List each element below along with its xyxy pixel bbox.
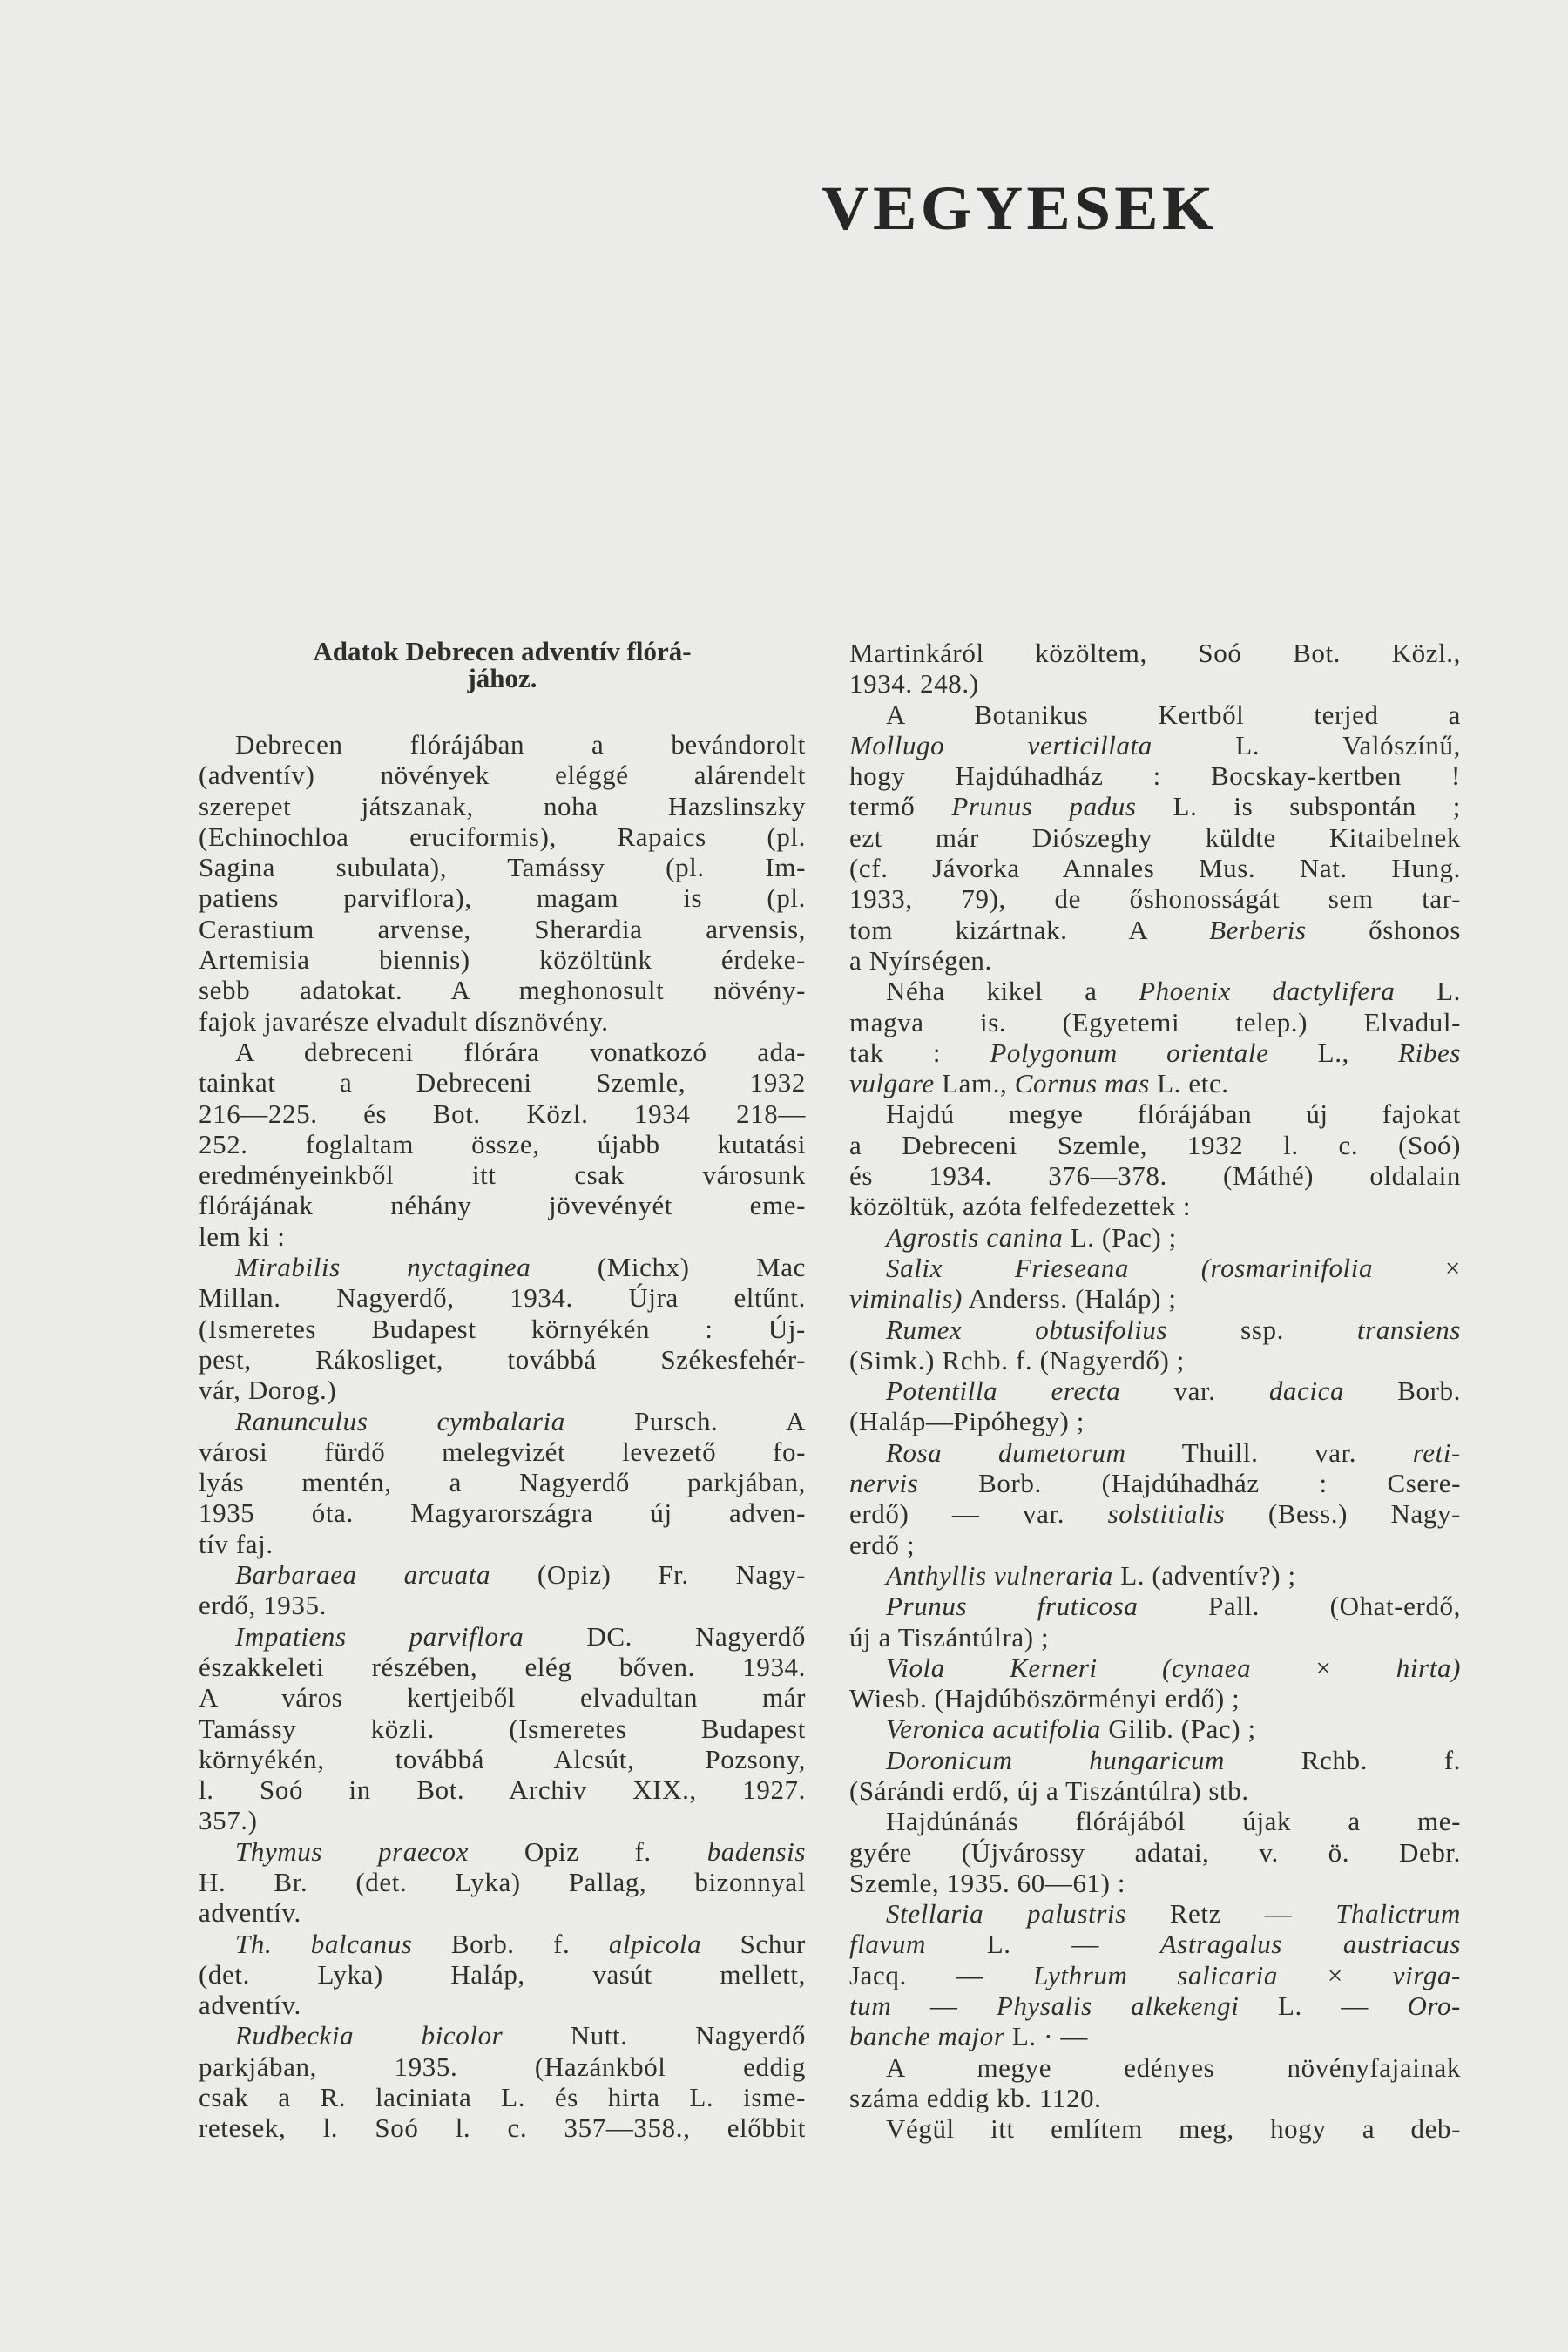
paragraph	[199, 1252, 806, 1405]
text-run: Millan. Nagyerdő, 1934. Újra eltűnt.	[199, 1282, 806, 1314]
text-line	[199, 1559, 806, 1590]
text-run: őshonos	[1306, 914, 1461, 945]
text-run: (Haláp—Pipóhegy) ;	[849, 1406, 1085, 1437]
text-run: Opiz f.	[469, 1835, 707, 1867]
text-line	[199, 1744, 806, 1774]
text-run: tak :	[849, 1037, 990, 1068]
taxon-name: Physalis alkekengi	[996, 1990, 1240, 2022]
text-line	[849, 2113, 1461, 2144]
text-run: L. (adventív?) ;	[1112, 1559, 1296, 1591]
text-line	[849, 1713, 1461, 1744]
paragraph	[199, 2020, 806, 2143]
paragraph	[849, 2113, 1461, 2144]
text-run: retesek, l. Soó l. c. 357—358., előbbit	[199, 2112, 806, 2144]
paragraph	[199, 1929, 806, 2021]
text-run: (cf. Jávorka Annales Mus. Nat. Hung.	[849, 853, 1461, 884]
section-title-text: VEGYESEK	[821, 173, 1217, 243]
text-run: L.	[1395, 976, 1461, 1007]
text-line	[199, 1282, 806, 1313]
text-line	[849, 883, 1461, 914]
text-run: Szemle, 1935. 60—61) :	[849, 1867, 1126, 1898]
text-run: (Echinochloa eruciformis), Rapaics (pl.	[199, 821, 806, 852]
text-line	[849, 1837, 1461, 1868]
text-run: Tamássy közli. (Ismeretes Budapest	[199, 1713, 806, 1744]
text-run: L. —	[1239, 1990, 1408, 2022]
paragraph	[199, 1406, 806, 1559]
paragraph	[849, 1098, 1461, 1221]
text-run: magva is. (Egyetemi telep.) Elvadul-	[849, 1006, 1461, 1037]
text-line	[849, 1929, 1461, 1959]
text-run: 216—225. és Bot. Közl. 1934 218—	[199, 1098, 806, 1129]
taxon-name: Anthyllis vulneraria	[886, 1559, 1113, 1591]
text-run: környékén, továbbá Alcsút, Pozsony,	[199, 1743, 806, 1774]
text-run: L. Valószínű,	[1152, 729, 1461, 760]
text-line	[199, 791, 806, 821]
text-run: L. (Pac) ;	[1063, 1221, 1177, 1253]
text-line	[849, 1253, 1461, 1283]
text-line	[849, 2052, 1461, 2083]
text-run: Pursch. A	[564, 1405, 806, 1436]
text-line	[199, 1529, 806, 1559]
text-run: Rchb. f.	[1225, 1744, 1461, 1775]
taxon-name: Potentilla erecta	[886, 1375, 1121, 1407]
text-run: Pall. (Ohat-erdő,	[1138, 1591, 1461, 1622]
left-column-body	[199, 729, 806, 2144]
paragraph	[849, 1222, 1461, 1253]
taxon-name: badensis	[706, 1835, 806, 1867]
paragraph	[199, 729, 806, 1037]
text-run: ×	[1251, 1652, 1396, 1683]
taxon-name: Barbaraea arcuata	[235, 1559, 491, 1591]
text-run: fajok javarésze elvadult dísznövény.	[199, 1005, 609, 1037]
text-line	[849, 638, 1461, 668]
text-run: a Nyírségen.	[849, 944, 992, 976]
text-line	[199, 1959, 806, 1990]
text-line	[849, 1960, 1461, 1990]
text-line	[849, 1683, 1461, 1713]
text-run: var.	[1120, 1375, 1269, 1407]
taxon-name: vulgare	[849, 1068, 935, 1099]
text-line	[849, 1191, 1461, 1221]
text-run: erdő) — var.	[849, 1498, 1108, 1530]
text-line	[199, 760, 806, 790]
text-line	[199, 1436, 806, 1467]
text-line	[849, 730, 1461, 760]
text-line	[199, 1190, 806, 1220]
text-run: szerepet játszanak, noha Hazslinszky	[199, 790, 806, 821]
text-run: adventív.	[199, 1897, 301, 1929]
paragraph	[199, 1621, 806, 1836]
text-run: ×	[1277, 1959, 1393, 1990]
text-run: vár, Dorog.)	[199, 1375, 337, 1406]
text-run: (adventív) növények eléggé alárendelt	[199, 760, 806, 791]
text-line	[849, 1806, 1461, 1836]
taxon-name: Ranunculus cymbalaria	[235, 1405, 565, 1436]
text-line	[199, 1682, 806, 1713]
text-run: száma eddig kb. 1120.	[849, 2082, 1102, 2113]
text-line	[849, 1437, 1461, 1468]
taxon-name: Astragalus austriacus	[1159, 1929, 1461, 1960]
text-line	[849, 1591, 1461, 1621]
text-run: termő	[849, 791, 952, 822]
text-line	[199, 2051, 806, 2082]
text-line	[849, 1622, 1461, 1652]
text-run: A város kertjeiből elvadultan már	[199, 1682, 806, 1713]
text-line	[199, 1098, 806, 1129]
text-run: 357.)	[199, 1805, 258, 1836]
text-line	[849, 2021, 1461, 2051]
text-run: (Michx) Mac	[531, 1252, 806, 1283]
text-line	[849, 1068, 1461, 1098]
taxon-name: Doronicum hungaricum	[886, 1744, 1226, 1775]
text-line	[199, 1129, 806, 1159]
text-line	[849, 1375, 1461, 1406]
taxon-name: Agrostis canina	[886, 1221, 1064, 1253]
text-run: Borb. f.	[412, 1928, 609, 1959]
text-run: tív faj.	[199, 1528, 274, 1559]
taxon-name: Lythrum salicaria	[1033, 1959, 1278, 1990]
text-run: ezt már Diószeghy küldte Kitaibelnek	[849, 821, 1461, 853]
text-run: Hajdúnánás flórájából újak a me-	[886, 1806, 1461, 1837]
taxon-name: flavum	[849, 1929, 926, 1960]
article-heading-line: jához.	[467, 663, 537, 693]
text-line	[199, 1929, 806, 1959]
text-line	[199, 1652, 806, 1682]
right-column-body	[849, 638, 1461, 2145]
text-run: erdő ;	[849, 1529, 916, 1560]
paragraph	[849, 700, 1461, 977]
paragraph	[849, 1315, 1461, 1376]
text-run: városi fürdő melegvizét levezető fo-	[199, 1436, 806, 1467]
text-run: Néha kikel a	[886, 976, 1139, 1007]
text-run: tainkat a Debreceni Szemle, 1932	[199, 1067, 806, 1098]
text-line	[199, 2112, 806, 2143]
taxon-name: transiens	[1356, 1314, 1461, 1345]
text-line	[849, 1345, 1461, 1375]
text-run: L. —	[925, 1929, 1160, 1960]
text-run: (Simk.) Rchb. f. (Nagyerdő) ;	[849, 1344, 1186, 1375]
text-run: (Ismeretes Budapest környékén : Új-	[199, 1313, 806, 1344]
text-line	[199, 1497, 806, 1528]
text-line	[199, 1344, 806, 1375]
text-run: csak a R. laciniata L. és hirta L. isme-	[199, 2082, 806, 2113]
text-run: Retz —	[1125, 1898, 1336, 1930]
taxon-name: viminalis)	[849, 1283, 963, 1315]
taxon-name: solstitialis	[1107, 1498, 1226, 1530]
text-run: (Sárándi erdő, új a Tiszántúlra) stb.	[849, 1774, 1249, 1806]
text-run: Anderss. (Haláp) ;	[963, 1283, 1177, 1315]
text-line	[849, 1745, 1461, 1775]
text-line	[199, 1621, 806, 1652]
text-line	[199, 1990, 806, 2020]
article-heading-line: Adatok Debrecen adventív flórá-	[313, 636, 692, 666]
text-line	[199, 1590, 806, 1620]
text-line	[849, 1283, 1461, 1314]
text-line	[199, 1067, 806, 1098]
text-line	[199, 1406, 806, 1436]
paragraph	[849, 1560, 1461, 1591]
paragraph	[849, 1713, 1461, 1744]
taxon-name: tum	[849, 1990, 892, 2022]
text-line	[849, 1130, 1461, 1160]
text-line	[199, 729, 806, 760]
article-heading	[199, 638, 806, 692]
paragraph	[849, 1591, 1461, 1652]
text-run: új a Tiszántúlra) ;	[849, 1621, 1050, 1652]
taxon-name: Polygonum orientale	[990, 1037, 1269, 1068]
text-line	[199, 2082, 806, 2112]
text-run: tom kizártnak. A	[849, 914, 1210, 945]
text-run: Borb.	[1344, 1375, 1461, 1407]
text-line	[849, 915, 1461, 945]
paragraph	[199, 1037, 806, 1252]
left-column	[199, 638, 806, 2144]
text-run: gyére (Újvárossy adatai, v. ö. Debr.	[849, 1836, 1461, 1868]
text-run: Debrecen flórájában a bevándorolt	[235, 729, 806, 760]
text-run: 1935 óta. Magyarországra új adven-	[199, 1497, 806, 1529]
text-line	[199, 1805, 806, 1835]
text-line	[849, 791, 1461, 821]
text-line	[199, 1252, 806, 1282]
text-line	[849, 2083, 1461, 2113]
text-run: ×	[1373, 1252, 1461, 1283]
text-line	[849, 945, 1461, 976]
text-run: (Opiz) Fr. Nagy-	[490, 1559, 806, 1591]
text-run: pest, Rákosliget, továbbá Székesfehér-	[199, 1343, 806, 1375]
taxon-name: nervis	[849, 1468, 919, 1499]
text-run: hogy Hajdúhadház : Bocskay-kertben !	[849, 760, 1461, 792]
text-run: (Bess.) Nagy-	[1225, 1498, 1461, 1530]
text-line	[849, 1652, 1461, 1683]
right-column	[849, 638, 1461, 2145]
text-line	[199, 852, 806, 882]
text-run: ssp.	[1167, 1314, 1357, 1345]
taxon-name: Prunus fruticosa	[886, 1591, 1139, 1622]
text-run: Borb. (Hajdúhadház : Csere-	[918, 1468, 1461, 1499]
text-line	[849, 1560, 1461, 1591]
text-run: patiens parviflora), magam is (pl.	[199, 882, 806, 914]
text-run: Martinkáról közöltem, Soó Bot. Közl.,	[849, 638, 1461, 668]
text-line	[199, 821, 806, 852]
paragraph	[849, 638, 1461, 700]
text-run: közöltük, azóta felfedezettek :	[849, 1191, 1192, 1222]
taxon-name: Viola Kerneri (cynaea	[886, 1652, 1252, 1683]
text-run: Lam.,	[934, 1068, 1015, 1099]
text-line	[849, 976, 1461, 1006]
text-line	[199, 1774, 806, 1805]
taxon-name: Th. balcanus	[235, 1928, 413, 1959]
text-run: L.,	[1268, 1037, 1399, 1068]
text-run: lyás mentén, a Nagyerdő parkjában,	[199, 1467, 806, 1498]
text-line	[199, 2020, 806, 2051]
text-run: A Botanikus Kertből terjed a	[886, 699, 1461, 730]
text-run: —	[891, 1990, 997, 2022]
paragraph	[199, 1559, 806, 1621]
text-run: l. Soó in Bot. Archiv XIX., 1927.	[199, 1774, 806, 1806]
text-line	[849, 668, 1461, 699]
taxon-name: Prunus padus	[951, 791, 1137, 822]
paragraph	[849, 1375, 1461, 1437]
text-line	[849, 1222, 1461, 1253]
taxon-name: Mirabilis nyctaginea	[235, 1252, 531, 1283]
taxon-name: virga-	[1392, 1959, 1461, 1990]
text-run: L. is subspontán ;	[1136, 791, 1461, 822]
text-run: Nutt. Nagyerdő	[503, 2020, 807, 2051]
taxon-name: Cornus mas	[1014, 1068, 1150, 1099]
text-line	[199, 1867, 806, 1897]
taxon-name: banche major	[849, 2021, 1005, 2052]
text-line	[199, 975, 806, 1005]
paragraph	[849, 2052, 1461, 2114]
text-line	[199, 1006, 806, 1037]
taxon-name: Mollugo verticillata	[849, 729, 1152, 760]
text-line	[849, 1498, 1461, 1529]
text-run: Gilib. (Pac) ;	[1101, 1713, 1256, 1745]
text-run: 1934. 248.)	[849, 668, 979, 700]
text-run: északkeleti részében, elég bőven. 1934.	[199, 1651, 806, 1682]
paragraph	[849, 1806, 1461, 1898]
taxon-name: Phoenix dactylifera	[1139, 976, 1396, 1007]
text-run: és 1934. 376—378. (Máthé) oldalain	[849, 1160, 1461, 1192]
text-run: Jacq. —	[849, 1959, 1034, 1990]
text-line	[199, 1713, 806, 1744]
text-run: eredményeinkből itt csak városunk	[199, 1159, 806, 1191]
paragraph	[199, 1836, 806, 1929]
text-run: erdő, 1935.	[199, 1590, 327, 1621]
taxon-name: Rumex obtusifolius	[886, 1314, 1168, 1345]
text-run: L. etc.	[1149, 1068, 1229, 1099]
text-run: Sagina subulata), Tamássy (pl. Im-	[199, 852, 806, 883]
taxon-name: Veronica acutifolia	[886, 1713, 1102, 1745]
text-run: a Debreceni Szemle, 1932 l. c. (Soó)	[849, 1129, 1461, 1160]
text-line	[199, 1221, 806, 1252]
taxon-name: hirta)	[1396, 1652, 1461, 1683]
taxon-name: Impatiens parviflora	[235, 1620, 524, 1652]
text-run: Artemisia biennis) közöltünk érdeke-	[199, 944, 806, 976]
taxon-name: Rosa dumetorum	[886, 1436, 1126, 1468]
text-line	[849, 1160, 1461, 1191]
taxon-name: dacica	[1268, 1375, 1345, 1407]
text-line	[199, 944, 806, 975]
text-run: A debreceni flórára vonatkozó ada-	[235, 1036, 806, 1067]
text-run: Hajdú megye flórájában új fajokat	[886, 1098, 1461, 1130]
text-line	[849, 1098, 1461, 1129]
text-run: 1933, 79), de őshonosságát sem tar-	[849, 883, 1461, 915]
section-title	[0, 172, 1568, 245]
text-run: Végül itt említem meg, hogy a deb-	[886, 2113, 1461, 2145]
paragraph	[849, 1898, 1461, 2051]
text-line	[199, 882, 806, 913]
paragraph	[849, 1437, 1461, 1560]
text-line	[849, 700, 1461, 730]
text-line	[849, 1868, 1461, 1898]
text-line	[849, 1990, 1461, 2021]
text-run: parkjában, 1935. (Hazánkból eddig	[199, 2051, 806, 2082]
text-line	[849, 822, 1461, 853]
text-line	[199, 1159, 806, 1190]
text-run: lem ki :	[199, 1220, 286, 1252]
text-line	[849, 1007, 1461, 1037]
text-run: adventív.	[199, 1990, 301, 2021]
text-run: (det. Lyka) Haláp, vasút mellett,	[199, 1958, 806, 1990]
taxon-name: Rudbeckia bicolor	[235, 2020, 504, 2051]
text-run: flórájának néhány jövevényét eme-	[199, 1190, 806, 1221]
text-line	[849, 853, 1461, 883]
taxon-name: Thalictrum	[1335, 1898, 1461, 1930]
taxon-name: Thymus praecox	[235, 1835, 470, 1867]
text-line	[849, 1037, 1461, 1068]
text-line	[199, 1897, 806, 1928]
text-line	[849, 1898, 1461, 1929]
taxon-name: Stellaria palustris	[886, 1898, 1126, 1930]
text-line	[849, 1775, 1461, 1806]
text-line	[849, 1468, 1461, 1498]
taxon-name: Berberis	[1209, 914, 1307, 945]
paragraph	[849, 1652, 1461, 1714]
text-line	[199, 914, 806, 944]
text-line	[199, 1314, 806, 1344]
text-run: DC. Nagyerdő	[524, 1620, 806, 1652]
text-line	[199, 1375, 806, 1405]
text-run: L. · —	[1004, 2021, 1089, 2052]
taxon-name: Ribes	[1398, 1037, 1461, 1068]
taxon-name: alpicola	[608, 1928, 702, 1959]
text-run: Schur	[701, 1928, 806, 1959]
text-run: A megye edényes növényfajainak	[886, 2051, 1461, 2083]
text-run: H. Br. (det. Lyka) Pallag, bizonnyal	[199, 1866, 806, 1897]
paragraph	[849, 976, 1461, 1098]
text-run: Wiesb. (Hajdúböszörményi erdő) ;	[849, 1683, 1240, 1714]
text-line	[849, 1315, 1461, 1345]
text-run: Thuill. var.	[1125, 1436, 1413, 1468]
taxon-name: Salix Frieseana (rosmarinifolia	[886, 1252, 1374, 1283]
text-line	[849, 1406, 1461, 1436]
paragraph	[849, 1253, 1461, 1315]
text-run: Cerastium arvense, Sherardia arvensis,	[199, 913, 806, 944]
text-line	[199, 1836, 806, 1867]
text-line	[849, 760, 1461, 791]
taxon-name: Oro-	[1407, 1990, 1461, 2022]
taxon-name: reti-	[1412, 1436, 1461, 1468]
paragraph	[849, 1745, 1461, 1807]
text-run: sebb adatokat. A meghonosult növény-	[199, 975, 806, 1006]
text-line	[199, 1037, 806, 1067]
text-line	[199, 1467, 806, 1497]
text-line	[849, 1530, 1461, 1560]
text-run: 252. foglaltam össze, újabb kutatási	[199, 1128, 806, 1159]
